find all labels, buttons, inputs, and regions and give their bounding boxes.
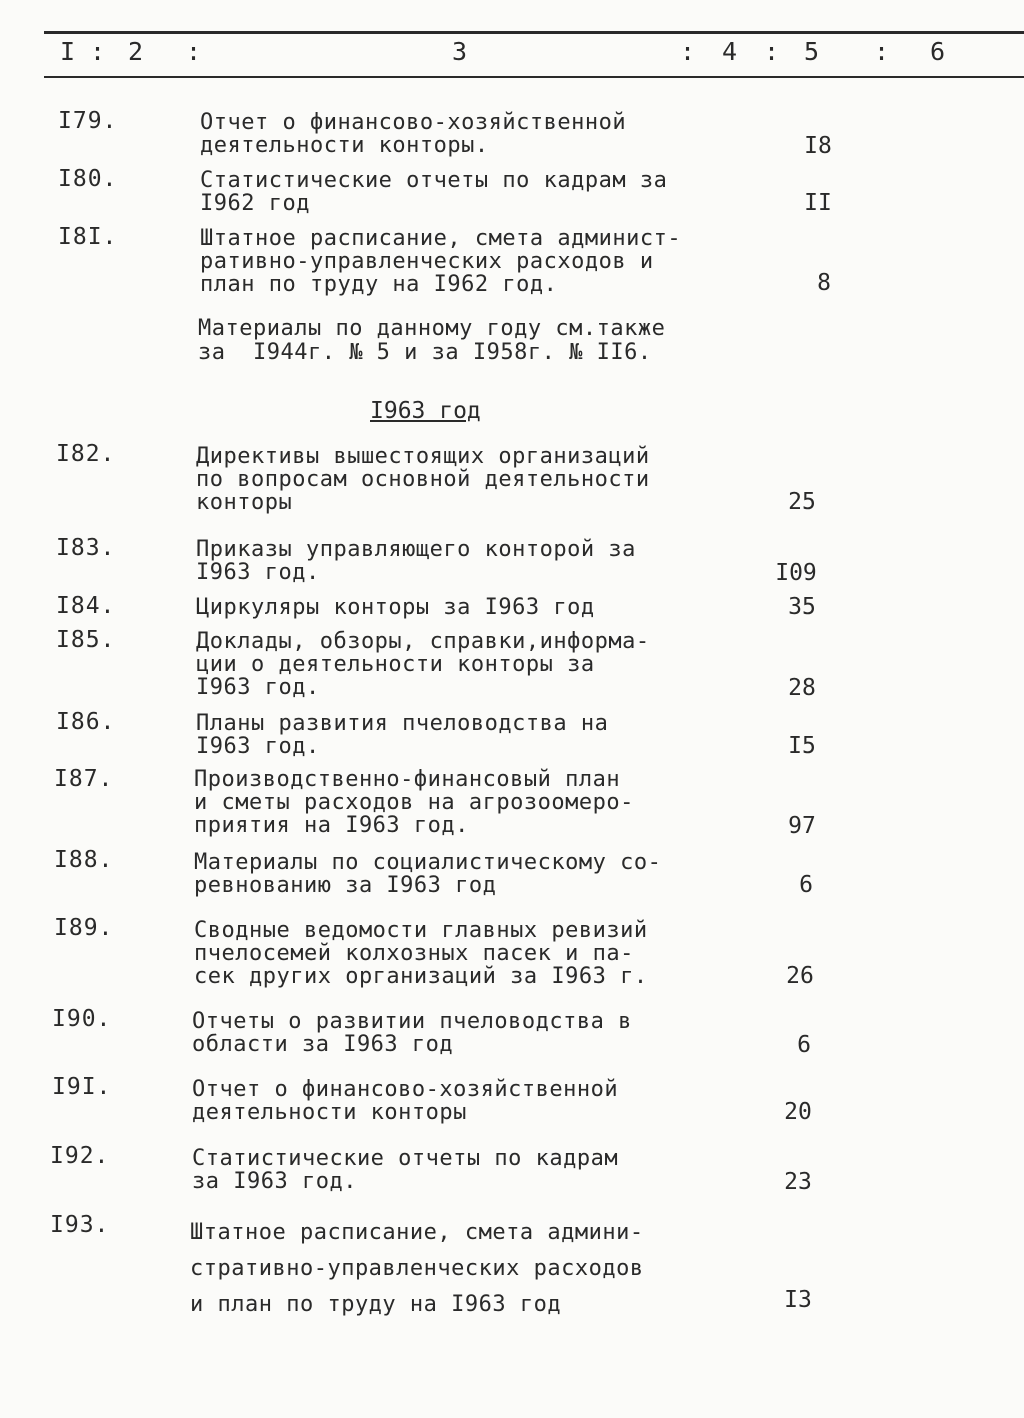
header-sep3: : <box>680 37 696 66</box>
header-sep2: : <box>186 37 202 66</box>
row-sheet-count: 23 <box>784 1169 812 1195</box>
row-title: Отчет о финансово-хозяйственной деятельности конторы <box>192 1077 619 1125</box>
row-number: I89. <box>54 915 114 941</box>
row-sheet-count: 35 <box>788 594 816 620</box>
header-col5: 5 <box>804 37 820 66</box>
row-sheet-count: 8 <box>817 270 831 296</box>
row-number: I79. <box>58 108 118 134</box>
header-col2: 2 <box>128 37 144 66</box>
row-sheet-count: 28 <box>788 675 816 701</box>
row-sheet-count: 6 <box>797 1032 811 1058</box>
row-number: I87. <box>54 766 114 792</box>
header-sep5: : <box>874 37 890 66</box>
row-sheet-count: 26 <box>786 963 814 989</box>
row-number: I92. <box>50 1143 110 1169</box>
row-number: I9I. <box>52 1074 112 1100</box>
row-title: Планы развития пчеловодства на I963 год. <box>196 711 609 759</box>
header-col3: 3 <box>452 37 468 66</box>
cross-reference-note: Материалы по данному году см.также за I944г. № 5 и за I958г. № II6. <box>198 316 666 365</box>
header-bottom-rule <box>44 76 1024 78</box>
table-top-rule <box>44 31 1024 34</box>
row-title: Отчет о финансово-хозяйственной деятельности конторы. <box>200 110 627 158</box>
row-number: I90. <box>52 1006 112 1032</box>
section-year-heading: I963 год <box>370 398 481 424</box>
row-sheet-count: 6 <box>799 872 813 898</box>
header-col4: 4 <box>722 37 738 66</box>
row-number: I8I. <box>58 224 118 250</box>
header-col6: 6 <box>930 37 946 66</box>
row-title: Материалы по социалистическому со- ревнованию за I963 год <box>194 850 662 898</box>
header-sep4: : <box>764 37 780 66</box>
row-title: Циркуляры конторы за I963 год <box>196 595 595 620</box>
row-sheet-count: I8 <box>804 133 832 159</box>
row-title: Отчеты о развитии пчеловодства в области за I963 год <box>192 1009 632 1057</box>
header-col1: I <box>60 37 76 66</box>
row-title: Штатное расписание, смета админист- ративно-управленческих расходов и план по труду на I962 год. <box>200 226 682 297</box>
row-number: I83. <box>56 535 116 561</box>
row-number: I82. <box>56 441 116 467</box>
row-sheet-count: I3 <box>784 1287 812 1313</box>
row-title: Штатное расписание, смета админи- стративно-управленческих расходов и план по труду на I963 год <box>190 1220 644 1317</box>
row-number: I86. <box>56 709 116 735</box>
row-sheet-count: I5 <box>788 733 816 759</box>
row-sheet-count: 97 <box>788 813 816 839</box>
row-number: I84. <box>56 593 116 619</box>
row-sheet-count: 20 <box>784 1099 812 1125</box>
row-number: I88. <box>54 847 114 873</box>
row-number: I85. <box>56 627 116 653</box>
row-title: Сводные ведомости главных ревизий пчелосемей колхозных пасек и па- сек других организаций за I963 г. <box>194 918 648 989</box>
row-title: Статистические отчеты по кадрам за I963 год. <box>192 1146 619 1194</box>
row-title: Статистические отчеты по кадрам за I962 год <box>200 168 668 216</box>
row-number: I93. <box>50 1212 110 1238</box>
header-sep1: : <box>90 37 106 66</box>
row-sheet-count: 25 <box>788 489 816 515</box>
row-title: Приказы управляющего конторой за I963 год. <box>196 537 636 585</box>
row-title: Доклады, обзоры, справки,информа- ции о деятельности конторы за I963 год. <box>196 629 650 700</box>
row-sheet-count: I09 <box>775 560 817 586</box>
row-sheet-count: II <box>804 190 832 216</box>
row-title: Директивы вышестоящих организаций по вопросам основной деятельности конторы <box>196 444 650 515</box>
row-title: Производственно-финансовый план и сметы расходов на агрозоомеро- приятия на I963 год. <box>194 767 634 838</box>
row-number: I80. <box>58 166 118 192</box>
